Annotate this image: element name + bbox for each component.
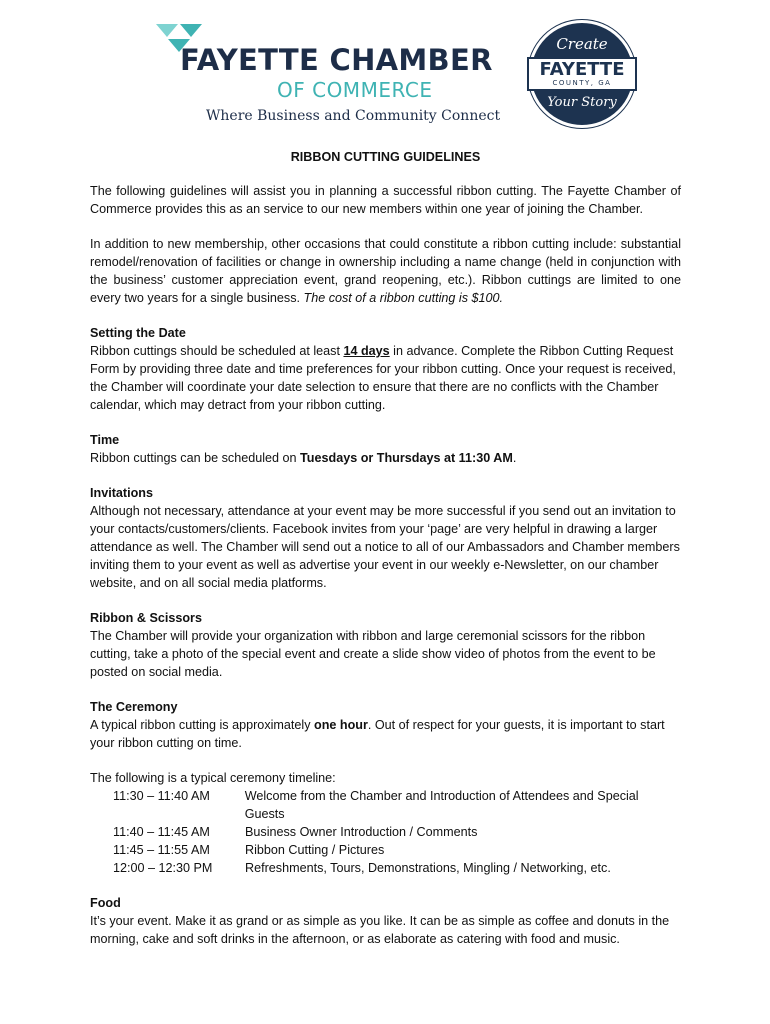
invitations-paragraph: Although not necessary, attendance at your event may be more successful if you send out an invitation to your contacts/customers/clients. Facebook invites from your ‘page’ are very helpful in drawing a larger attendance as well. The Chamber will send out a notice to all of our Ambassadors and Chamber members inviting them to your event as well as advertise your event in our weekly e-Newsletter, on our chamber website, and on all social media platforms. [90, 504, 680, 590]
timeline-activity: Ribbon Cutting / Pictures [245, 843, 385, 857]
timeline-intro: The following is a typical ceremony timeline: [90, 771, 336, 785]
badge-band [527, 57, 637, 91]
ceremony-paragraph [90, 716, 681, 752]
chamber-logo [156, 22, 501, 132]
timeline-activity: Business Owner Introduction / Comments [245, 825, 478, 839]
timeline-row [113, 841, 681, 859]
timeline-row [113, 823, 681, 841]
setting-date-text-b: in advance. Complete the Ribbon Cutting Request Form by providing three date and time preferences for your ribbon cutting. Once your request is received, the Chamber will coordinate your date selection to ensure that there are no conflicts with the Chamber calendar, which may detract from your ribbon cutting. [90, 344, 676, 412]
timeline-activity: Welcome from the Chamber and Introduction of Attendees and Special Guests [244, 789, 639, 821]
timeline-time: 12:00 – 12:30 PM [113, 861, 213, 875]
document-title: RIBBON CUTTING GUIDELINES [290, 150, 481, 164]
setting-date-text-a: Ribbon cuttings should be scheduled at least [90, 344, 344, 358]
chamber-name: FAYETTE CHAMBER [180, 43, 493, 77]
ceremony-text-b: . Out of respect for your guests, it is important to start your ribbon cutting on time. [90, 718, 665, 750]
intro-paragraph-2 [90, 235, 681, 307]
letterhead [0, 0, 770, 140]
time-text-a: Ribbon cuttings can be scheduled on [90, 451, 301, 465]
chamber-subtitle: OF COMMERCE [277, 78, 433, 102]
intro-paragraph-1: The following guidelines will assist you in planning a successful ribbon cutting. The Fayette Chamber of Commerce provides this as an service to our new members within one year of joining the Chamber. [90, 184, 681, 216]
timeline-row [113, 859, 681, 877]
badge-story-text: Your Story [547, 95, 617, 110]
section-title-ribbon-scissors: Ribbon & Scissors [90, 611, 202, 625]
time-paragraph [90, 449, 681, 467]
timeline-time: 11:40 – 11:45 AM [113, 825, 210, 839]
section-title-setting-date: Setting the Date [90, 326, 186, 340]
cost-note: The cost of a ribbon cutting is $100. [303, 291, 504, 305]
document-body [90, 148, 681, 948]
ceremony-duration: one hour [314, 718, 368, 732]
chamber-tagline: Where Business and Community Connect [206, 108, 501, 124]
ribbon-scissors-paragraph: The Chamber will provide your organization with ribbon and large ceremonial scissors for the ribbon cutting, take a photo of the special event and create a slide show video of photos from the event to be posted on social media. [90, 629, 656, 679]
setting-date-paragraph [90, 342, 681, 414]
section-title-time: Time [90, 433, 120, 447]
badge-fayette-text: FAYETTE [539, 59, 625, 80]
lead-time-days: 14 days [343, 344, 390, 358]
ceremony-timeline [113, 787, 681, 877]
badge-county-text: COUNTY, GA [552, 79, 612, 87]
section-title-invitations: Invitations [90, 486, 153, 500]
food-paragraph: It’s your event. Make it as grand or as simple as you like. It can be as simple as coffee and donuts in the morning, cake and soft drinks in the afternoon, or as elaborate as catering with food and music. [90, 914, 670, 946]
timeline-row [113, 787, 681, 823]
badge-create-text: Create [556, 35, 608, 53]
time-text-b: . [512, 451, 517, 465]
intro-paragraph-2-text: In addition to new membership, other occasions that could constitute a ribbon cutting include: substantial remodel/renovation of facilities or change in ownership including a name change (held in conjunction with the business’ customer appreciation event, grand reopening, etc.). Ribbon cuttings are limited to one every two years for a single business. [90, 237, 681, 305]
fayette-county-badge [528, 20, 636, 128]
section-title-ceremony: The Ceremony [90, 700, 178, 714]
timeline-time: 11:45 – 11:55 AM [113, 843, 210, 857]
timeline-activity: Refreshments, Tours, Demonstrations, Mingling / Networking, etc. [245, 861, 611, 875]
scheduled-days: Tuesdays or Thursdays at 11:30 AM [300, 451, 513, 465]
timeline-time: 11:30 – 11:40 AM [113, 789, 210, 803]
ceremony-text-a: A typical ribbon cutting is approximately [90, 718, 314, 732]
section-title-food: Food [90, 896, 121, 910]
